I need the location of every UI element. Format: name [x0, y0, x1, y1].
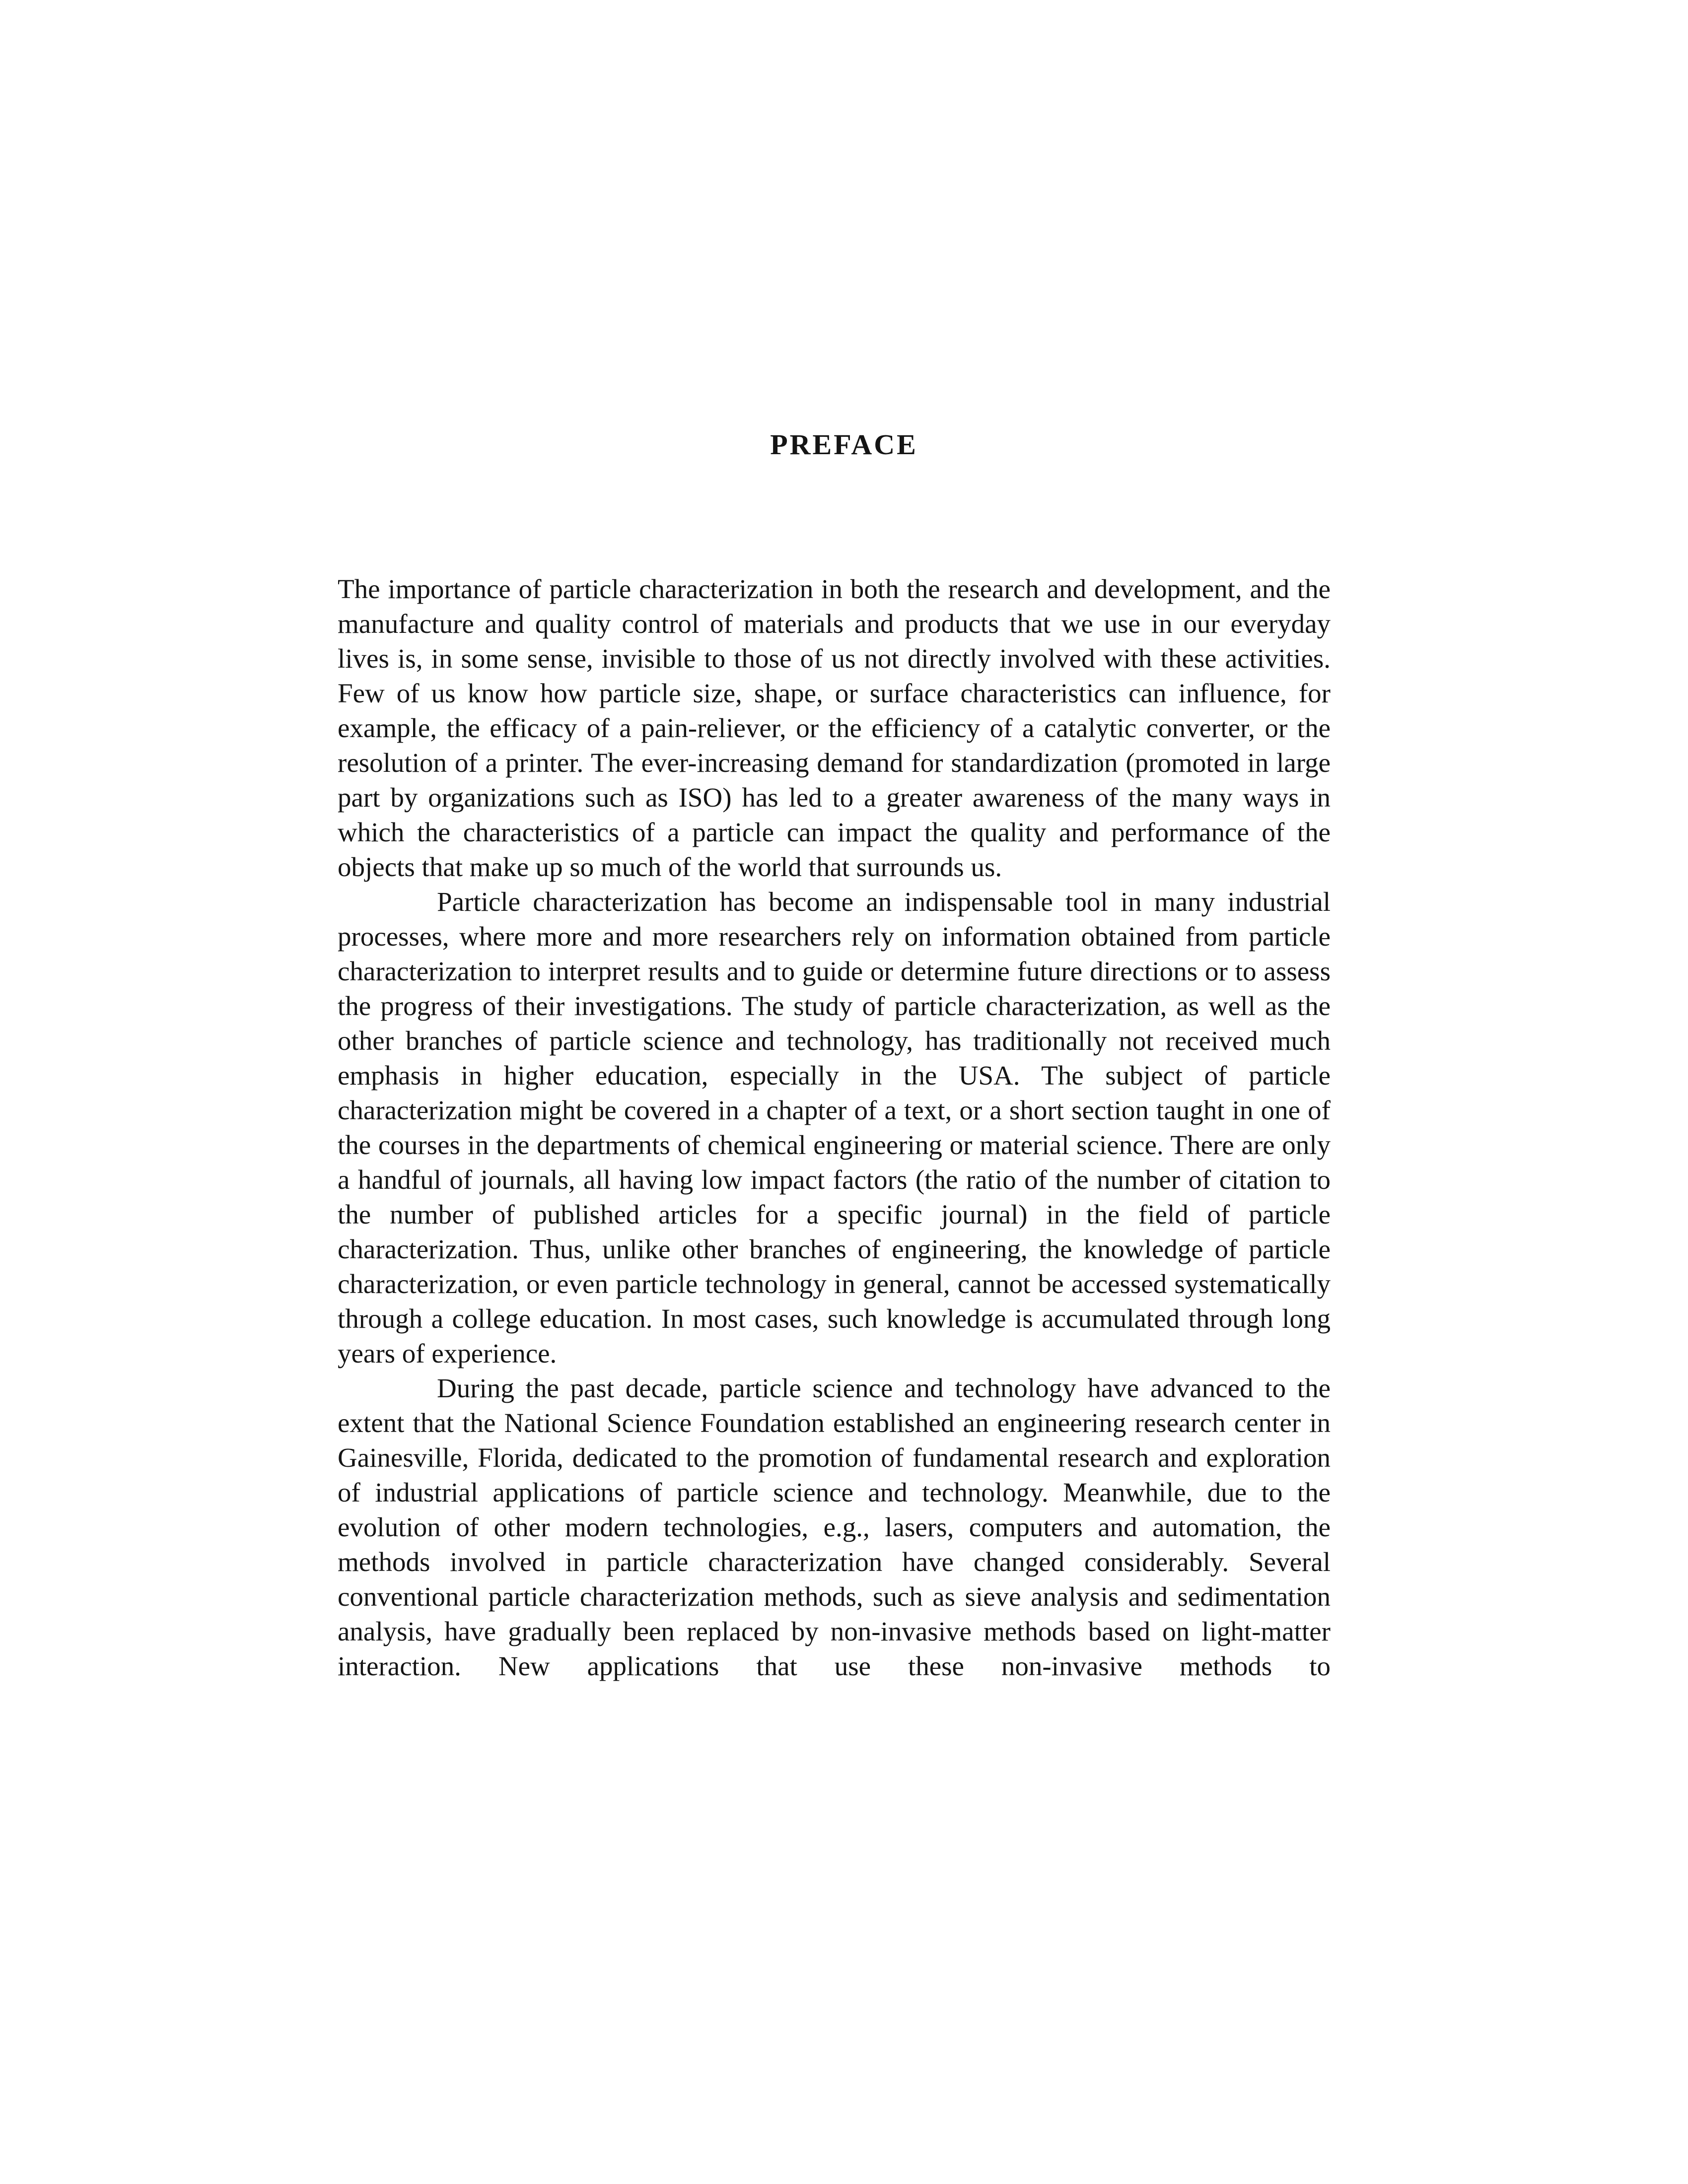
paragraph-1: The importance of particle characterization in both the research and development, and the manufacture and quality control of materials and products that we use in our everyday lives is, in some sense, invisible to those of us not directly involved with these activities. Few of us know how particle size, shape, or surface characteristics can influence, for example, the efficacy of a pain-reliever, or the efficiency of a catalytic converter, or the resolution of a printer. The ever-increasing demand for standardization (promoted in large part by organizations such as ISO) has led to a greater awareness of the many ways in which the characteristics of a particle can impact the quality and performance of the objects that make up so much of the world that surrounds us. — [338, 574, 1331, 882]
page-title: PREFACE — [770, 428, 918, 461]
preface-body — [338, 572, 1331, 1684]
paragraph-2: Particle characterization has become an indispensable tool in many industrial processes, where more and more researchers rely on information obtained from particle characterization to interpret results and to guide or determine future directions or to assess the progress of their investigations. The study of particle characterization, as well as the other branches of particle science and technology, has traditionally not received much emphasis in higher education, especially in the USA. The subject of particle characterization might be covered in a chapter of a text, or a short section taught in one of the courses in the departments of chemical engineering or material science. There are only a handful of journals, all having low impact factors (the ratio of the number of citation to the number of published articles for a specific journal) in the field of particle characterization. Thus, unlike other branches of engineering, the knowledge of particle characterization, or even particle technology in general, cannot be accessed systematically through a college education. In most cases, such knowledge is accumulated through long years of experience. — [338, 887, 1331, 1368]
paragraph-3: During the past decade, particle science and technology have advanced to the extent that the National Science Foundation established an engineering research center in Gainesville, Florida, dedicated to the promotion of fundamental research and exploration of industrial applications of particle science and technology. Meanwhile, due to the evolution of other modern technologies, e.g., lasers, computers and automation, the methods involved in particle characterization have changed considerably. Several conventional particle characterization methods, such as sieve analysis and sedimentation analysis, have gradually been replaced by non-invasive methods based on light-matter interaction. New applications that use these non-invasive methods to — [338, 1373, 1331, 1681]
